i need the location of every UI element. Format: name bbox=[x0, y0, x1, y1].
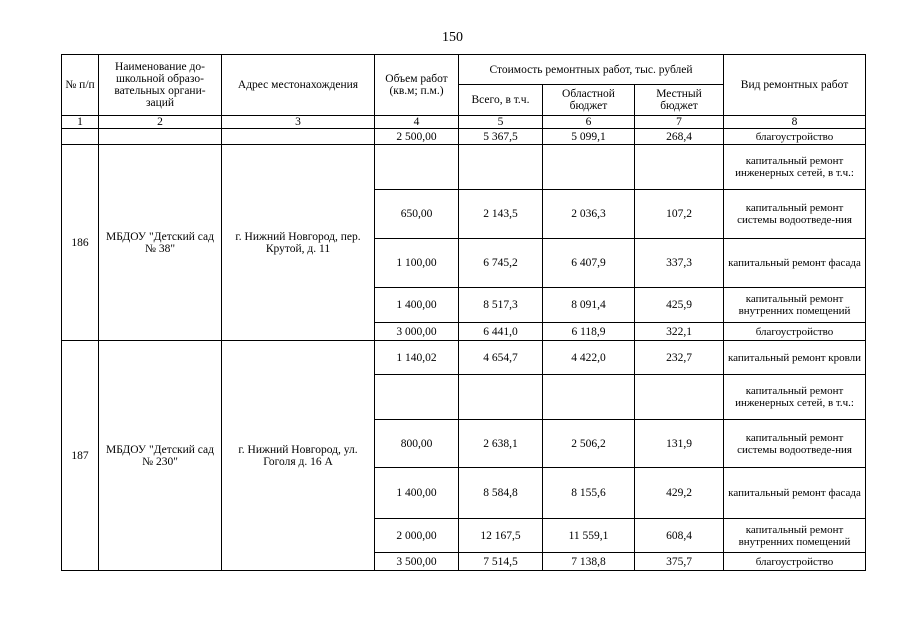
regional-cell: 6 118,9 bbox=[543, 323, 635, 341]
org-name: МБДОУ "Детский сад № 38" bbox=[99, 145, 222, 341]
volume-cell: 800,00 bbox=[375, 420, 459, 468]
regional-cell: 11 559,1 bbox=[543, 519, 635, 553]
table-row bbox=[62, 129, 866, 145]
local-cell bbox=[635, 375, 724, 420]
regional-cell bbox=[543, 375, 635, 420]
total-cell: 8 584,8 bbox=[459, 468, 543, 519]
type-cell: капитальный ремонт фасада bbox=[724, 468, 866, 519]
regional-cell: 2 506,2 bbox=[543, 420, 635, 468]
local-cell: 107,2 bbox=[635, 190, 724, 239]
regional-cell: 2 036,3 bbox=[543, 190, 635, 239]
total-cell: 12 167,5 bbox=[459, 519, 543, 553]
regional-cell: 8 091,4 bbox=[543, 288, 635, 323]
volume-cell: 650,00 bbox=[375, 190, 459, 239]
type-cell: капитальный ремонт системы водоотведе-ния bbox=[724, 420, 866, 468]
repair-works-table bbox=[61, 54, 866, 571]
local-cell: 429,2 bbox=[635, 468, 724, 519]
total-cell: 8 517,3 bbox=[459, 288, 543, 323]
regional-cell: 6 407,9 bbox=[543, 239, 635, 288]
type-cell: благоустройство bbox=[724, 323, 866, 341]
volume-cell: 1 400,00 bbox=[375, 468, 459, 519]
colnum: 3 bbox=[222, 116, 375, 129]
column-numbers-row bbox=[62, 116, 866, 129]
table-row bbox=[62, 341, 866, 375]
total-cell: 2 143,5 bbox=[459, 190, 543, 239]
regional-cell: 8 155,6 bbox=[543, 468, 635, 519]
header-no: № п/п bbox=[62, 55, 99, 116]
local-cell: 375,7 bbox=[635, 553, 724, 571]
total-cell: 6 441,0 bbox=[459, 323, 543, 341]
colnum: 8 bbox=[724, 116, 866, 129]
org-number: 186 bbox=[62, 145, 99, 341]
total-cell: 5 367,5 bbox=[459, 129, 543, 145]
local-cell bbox=[635, 145, 724, 190]
type-cell: капитальный ремонт внутренних помещений bbox=[724, 288, 866, 323]
org-address: г. Нижний Новгород, ул. Гоголя д. 16 А bbox=[222, 341, 375, 571]
regional-cell: 4 422,0 bbox=[543, 341, 635, 375]
header-type: Вид ремонтных работ bbox=[724, 55, 866, 116]
volume-cell bbox=[375, 375, 459, 420]
volume-cell: 1 400,00 bbox=[375, 288, 459, 323]
type-cell: капитальный ремонт фасада bbox=[724, 239, 866, 288]
org-name: МБДОУ "Детский сад № 230" bbox=[99, 341, 222, 571]
colnum: 2 bbox=[99, 116, 222, 129]
volume-cell: 1 140,02 bbox=[375, 341, 459, 375]
volume-cell: 2 500,00 bbox=[375, 129, 459, 145]
table-row bbox=[62, 145, 866, 190]
volume-cell bbox=[375, 145, 459, 190]
colnum: 7 bbox=[635, 116, 724, 129]
header-address: Адрес местонахождения bbox=[222, 55, 375, 116]
regional-cell: 5 099,1 bbox=[543, 129, 635, 145]
header-name: Наименование до-школьной образо-вательных органи-заций bbox=[99, 55, 222, 116]
header-total: Всего, в т.ч. bbox=[459, 85, 543, 116]
local-cell: 425,9 bbox=[635, 288, 724, 323]
total-cell bbox=[459, 145, 543, 190]
colnum: 1 bbox=[62, 116, 99, 129]
type-cell: благоустройство bbox=[724, 129, 866, 145]
total-cell: 2 638,1 bbox=[459, 420, 543, 468]
volume-cell: 1 100,00 bbox=[375, 239, 459, 288]
volume-cell: 3 000,00 bbox=[375, 323, 459, 341]
type-cell: капитальный ремонт внутренних помещений bbox=[724, 519, 866, 553]
header-volume: Объем работ (кв.м; п.м.) bbox=[375, 55, 459, 116]
type-cell: капитальный ремонт инженерных сетей, в т.ч.: bbox=[724, 145, 866, 190]
org-number: 187 bbox=[62, 341, 99, 571]
total-cell: 4 654,7 bbox=[459, 341, 543, 375]
volume-cell: 3 500,00 bbox=[375, 553, 459, 571]
header-local: Местный бюджет bbox=[635, 85, 724, 116]
total-cell: 7 514,5 bbox=[459, 553, 543, 571]
local-cell: 608,4 bbox=[635, 519, 724, 553]
total-cell: 6 745,2 bbox=[459, 239, 543, 288]
total-cell bbox=[459, 375, 543, 420]
regional-cell bbox=[543, 145, 635, 190]
header-regional: Областной бюджет bbox=[543, 85, 635, 116]
local-cell: 232,7 bbox=[635, 341, 724, 375]
colnum: 5 bbox=[459, 116, 543, 129]
colnum: 6 bbox=[543, 116, 635, 129]
type-cell: капитальный ремонт инженерных сетей, в т.ч.: bbox=[724, 375, 866, 420]
type-cell: капитальный ремонт кровли bbox=[724, 341, 866, 375]
header-row-1 bbox=[62, 55, 866, 85]
header-cost-group: Стоимость ремонтных работ, тыс. рублей bbox=[459, 55, 724, 85]
volume-cell: 2 000,00 bbox=[375, 519, 459, 553]
page-number: 150 bbox=[442, 30, 463, 45]
local-cell: 268,4 bbox=[635, 129, 724, 145]
type-cell: капитальный ремонт системы водоотведе-ния bbox=[724, 190, 866, 239]
regional-cell: 7 138,8 bbox=[543, 553, 635, 571]
colnum: 4 bbox=[375, 116, 459, 129]
local-cell: 337,3 bbox=[635, 239, 724, 288]
org-address: г. Нижний Новгород, пер. Крутой, д. 11 bbox=[222, 145, 375, 341]
local-cell: 322,1 bbox=[635, 323, 724, 341]
local-cell: 131,9 bbox=[635, 420, 724, 468]
type-cell: благоустройство bbox=[724, 553, 866, 571]
